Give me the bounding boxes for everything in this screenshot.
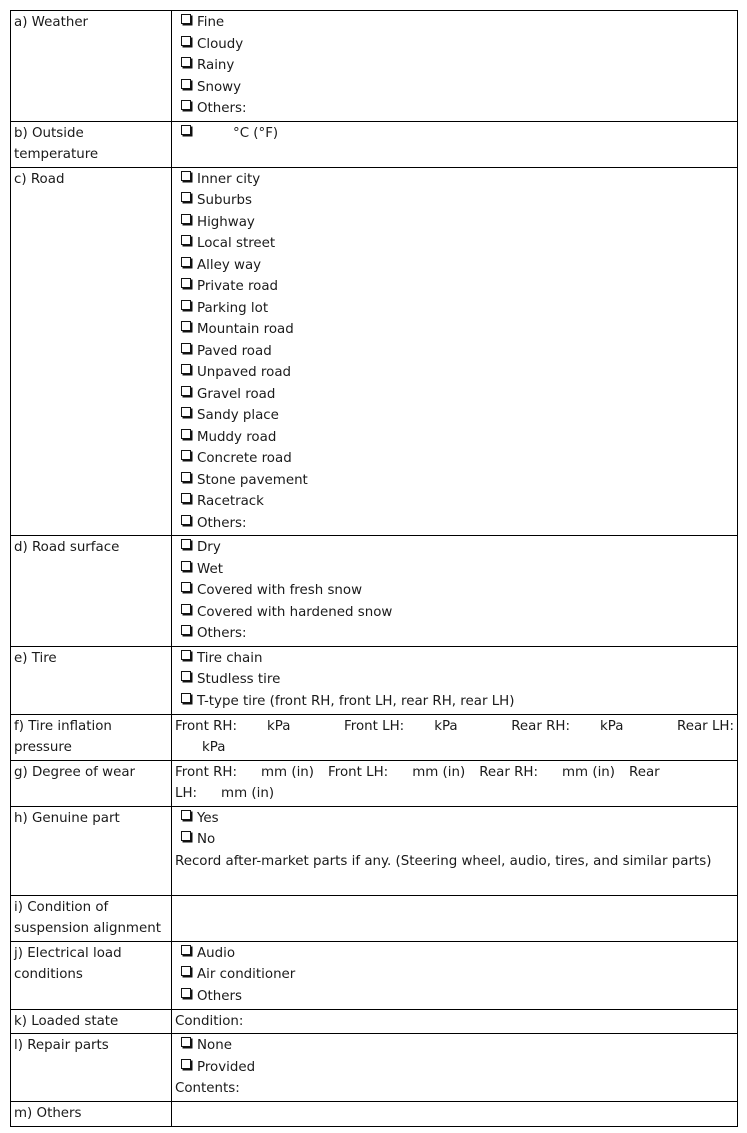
checkbox-option[interactable]: Snowy: [175, 77, 734, 99]
row-degree-of-wear: [11, 760, 738, 806]
checkbox-icon[interactable]: [181, 625, 191, 635]
checkbox-icon[interactable]: [181, 171, 191, 181]
checkbox-icon[interactable]: [181, 235, 191, 245]
checkbox-option[interactable]: T-type tire (front RH, front LH, rear RH, rear LH): [175, 691, 734, 713]
checkbox-option[interactable]: Suburbs: [175, 190, 734, 212]
row-label: b) Outside temperature: [11, 121, 172, 167]
row-outside-temperature: [11, 121, 738, 167]
checkbox-option[interactable]: Others:: [175, 513, 734, 535]
checkbox-option[interactable]: Cloudy: [175, 34, 734, 56]
checkbox-option[interactable]: Yes: [175, 808, 734, 830]
row-others: [11, 1102, 738, 1127]
row-suspension-alignment: [11, 895, 738, 941]
wear-fields: [172, 760, 738, 806]
checkbox-option[interactable]: Paved road: [175, 341, 734, 363]
checkbox-icon[interactable]: [181, 386, 191, 396]
row-label: k) Loaded state: [11, 1009, 172, 1034]
checkbox-option[interactable]: Private road: [175, 276, 734, 298]
checkbox-option[interactable]: Muddy road: [175, 427, 734, 449]
temperature-field: [172, 121, 738, 167]
front-rh-pressure[interactable]: Front RH: kPa: [175, 718, 291, 734]
front-lh-wear[interactable]: Front LH: mm (in): [328, 764, 466, 780]
checkbox-option[interactable]: Mountain road: [175, 319, 734, 341]
checkbox-icon[interactable]: [181, 831, 191, 841]
checkbox-icon[interactable]: [181, 57, 191, 67]
row-genuine-part: [11, 806, 738, 895]
checkbox-option[interactable]: Fine: [175, 12, 734, 34]
checkbox-icon[interactable]: [181, 493, 191, 503]
checkbox-icon[interactable]: [181, 407, 191, 417]
checkbox-icon[interactable]: [181, 582, 191, 592]
front-rh-wear[interactable]: Front RH: mm (in): [175, 764, 315, 780]
row-road-surface: [11, 536, 738, 647]
row-electrical-load: [11, 941, 738, 1009]
row-repair-parts: [11, 1034, 738, 1102]
checkbox-icon[interactable]: [181, 214, 191, 224]
checkbox-option[interactable]: Wet: [175, 559, 734, 581]
checkbox-option[interactable]: Others:: [175, 98, 734, 120]
checkbox-option[interactable]: Unpaved road: [175, 362, 734, 384]
suspension-field[interactable]: [172, 895, 738, 941]
road-surface-options: [172, 536, 738, 647]
checkbox-icon[interactable]: [181, 192, 191, 202]
checkbox-option[interactable]: Sandy place: [175, 405, 734, 427]
row-label: a) Weather: [11, 11, 172, 122]
checkbox-icon[interactable]: [181, 1059, 191, 1069]
row-label: l) Repair parts: [11, 1034, 172, 1102]
checkbox-option[interactable]: Air conditioner: [175, 964, 734, 986]
checkbox-icon[interactable]: [181, 810, 191, 820]
checkbox-icon[interactable]: [181, 604, 191, 614]
checkbox-option[interactable]: Inner city: [175, 169, 734, 191]
checkbox-option[interactable]: Parking lot: [175, 298, 734, 320]
checkbox-option[interactable]: No: [175, 829, 734, 851]
checkbox-icon[interactable]: [181, 966, 191, 976]
checkbox-option[interactable]: °C (°F): [175, 123, 734, 145]
row-label: f) Tire inflation pressure: [11, 714, 172, 760]
rear-lh-pressure-label[interactable]: Rear LH:: [677, 718, 734, 734]
checkbox-icon[interactable]: [181, 539, 191, 549]
checkbox-option[interactable]: Covered with fresh snow: [175, 580, 734, 602]
checkbox-icon[interactable]: [181, 364, 191, 374]
checkbox-option[interactable]: Concrete road: [175, 448, 734, 470]
checkbox-option[interactable]: None: [175, 1035, 734, 1057]
checkbox-icon[interactable]: [181, 450, 191, 460]
row-label: h) Genuine part: [11, 806, 172, 895]
checkbox-option[interactable]: Covered with hardened snow: [175, 602, 734, 624]
tire-pressure-fields: [172, 714, 738, 760]
checkbox-option[interactable]: Racetrack: [175, 491, 734, 513]
row-label: i) Condition of suspension alignment: [11, 895, 172, 941]
front-lh-pressure[interactable]: Front LH: kPa: [344, 718, 458, 734]
genuine-part-options: [172, 806, 738, 895]
checkbox-icon[interactable]: [181, 100, 191, 110]
checkbox-icon[interactable]: [181, 36, 191, 46]
row-label: e) Tire: [11, 646, 172, 714]
checkbox-icon[interactable]: [181, 79, 191, 89]
road-options: [172, 167, 738, 536]
checkbox-icon[interactable]: [181, 515, 191, 525]
checkbox-option[interactable]: Stone pavement: [175, 470, 734, 492]
checkbox-icon[interactable]: [181, 300, 191, 310]
checkbox-icon[interactable]: [181, 343, 191, 353]
checkbox-icon[interactable]: [181, 693, 191, 703]
rear-rh-pressure[interactable]: Rear RH: kPa: [511, 718, 624, 734]
checkbox-option[interactable]: Highway: [175, 212, 734, 234]
row-label: g) Degree of wear: [11, 760, 172, 806]
inspection-form-table: [10, 10, 738, 1127]
row-loaded-state: [11, 1009, 738, 1034]
checkbox-icon[interactable]: [181, 1037, 191, 1047]
checkbox-option[interactable]: Others: [175, 986, 734, 1008]
checkbox-option[interactable]: Provided: [175, 1057, 734, 1079]
loaded-state-condition[interactable]: Condition:: [172, 1009, 738, 1034]
checkbox-option[interactable]: Dry: [175, 537, 734, 559]
rear-rh-wear[interactable]: Rear RH: mm (in): [479, 764, 616, 780]
others-field[interactable]: [172, 1102, 738, 1127]
checkbox-icon[interactable]: [181, 14, 191, 24]
checkbox-icon[interactable]: [181, 671, 191, 681]
checkbox-icon[interactable]: [181, 988, 191, 998]
after-market-note: Record after-market parts if any. (Steering wheel, audio, tires, and similar parts): [175, 853, 712, 869]
row-weather: [11, 11, 738, 122]
checkbox-icon[interactable]: [181, 321, 191, 331]
row-label: m) Others: [11, 1102, 172, 1127]
checkbox-icon[interactable]: [181, 472, 191, 482]
checkbox-icon[interactable]: [181, 429, 191, 439]
rear-lh-pressure-unit: kPa: [202, 740, 226, 755]
checkbox-option[interactable]: Others:: [175, 623, 734, 645]
checkbox-option[interactable]: Audio: [175, 943, 734, 965]
checkbox-option[interactable]: Studless tire: [175, 669, 734, 691]
row-label: c) Road: [11, 167, 172, 536]
row-tire: [11, 646, 738, 714]
checkbox-option[interactable]: Local street: [175, 233, 734, 255]
checkbox-option[interactable]: Gravel road: [175, 384, 734, 406]
checkbox-icon[interactable]: [181, 278, 191, 288]
checkbox-icon[interactable]: [181, 561, 191, 571]
repair-parts-options: [172, 1034, 738, 1102]
checkbox-option[interactable]: Alley way: [175, 255, 734, 277]
row-tire-inflation: [11, 714, 738, 760]
checkbox-option[interactable]: Tire chain: [175, 648, 734, 670]
repair-contents-label[interactable]: Contents:: [175, 1081, 240, 1096]
tire-options: [172, 646, 738, 714]
pressure-line: [175, 716, 734, 738]
electrical-load-options: [172, 941, 738, 1009]
checkbox-option[interactable]: Rainy: [175, 55, 734, 77]
row-label: d) Road surface: [11, 536, 172, 647]
row-label: j) Electrical load conditions: [11, 941, 172, 1009]
checkbox-icon[interactable]: [181, 257, 191, 267]
row-road: [11, 167, 738, 536]
checkbox-icon[interactable]: [181, 650, 191, 660]
checkbox-icon[interactable]: [181, 945, 191, 955]
rear-lh-wear[interactable]: Rear LH: mm (in): [175, 764, 660, 801]
weather-options: [172, 11, 738, 122]
checkbox-icon[interactable]: [181, 125, 191, 135]
